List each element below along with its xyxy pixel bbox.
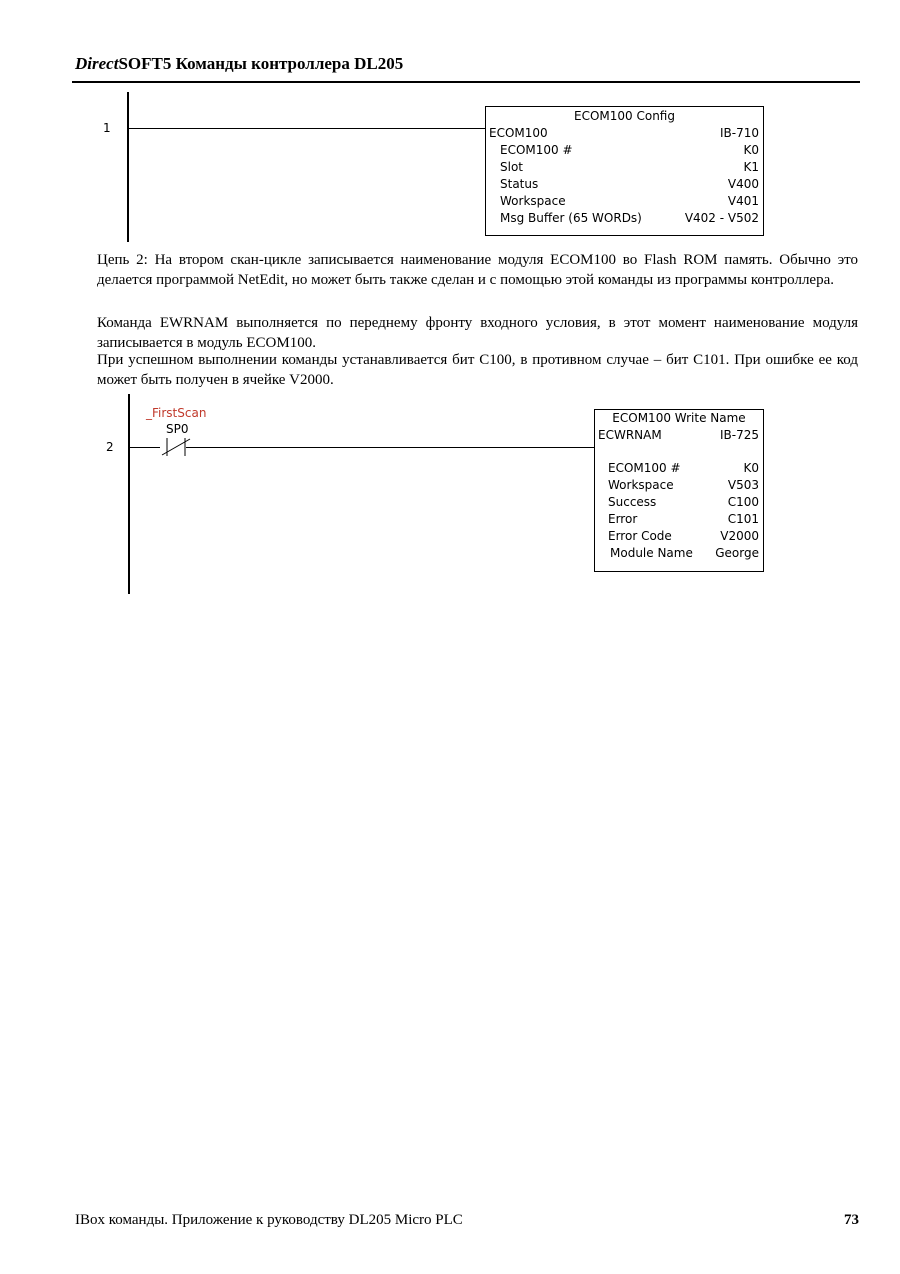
param-label: ECOM100 # [500, 143, 573, 157]
param-value: K0 [743, 461, 759, 475]
rung1-number: 1 [103, 121, 111, 135]
param-label: Slot [500, 160, 523, 174]
contact-address: SP0 [166, 422, 189, 436]
param-label: Msg Buffer (65 WORDs) [500, 211, 642, 225]
param-value: K0 [743, 143, 759, 157]
ecom100-config-box [485, 106, 764, 236]
rung2-wire-left [130, 447, 160, 448]
paragraph-rung2-description: Цепь 2: На втором скан-цикле записывается наименование модуля ECOM100 во Flash ROM память. Обычно это делается программой NetEdit, но может быть также сделан и с помощью этой команды из программы контроллера. [97, 252, 858, 288]
ecom100-config-name: ECOM100 [489, 126, 548, 140]
ecom100-config-title: ECOM100 Config [574, 109, 675, 123]
footer-text: IBox команды. Приложение к руководству DL205 Micro PLC [75, 1212, 463, 1228]
param-label: Status [500, 177, 539, 191]
param-value: V2000 [720, 529, 759, 543]
ecom100-write-name-title: ECOM100 Write Name [612, 411, 746, 425]
param-value: K1 [743, 160, 759, 174]
param-label: Module Name [610, 546, 693, 560]
page-number: 73 [844, 1212, 859, 1228]
param-value: V401 [727, 194, 759, 208]
param-label: Success [608, 495, 657, 509]
param-label: Workspace [500, 194, 566, 208]
param-label: Error Code [608, 529, 672, 543]
rung2-number: 2 [106, 440, 114, 454]
paragraph-success-error-bits: При успешном выполнении команды устанавливается бит C100, в противном случае – бит C101. При ошибке ее код может быть получен в ячейке V2000. [97, 352, 858, 388]
param-value: V402 - V502 [684, 211, 759, 225]
param-value: V400 [727, 177, 759, 191]
paragraph-ewrnam-execution: Команда EWRNAM выполняется по переднему фронту входного условия, в этот момент наименование модуля записывается в модуль ECOM100. [97, 315, 858, 351]
ecom100-write-name-mnemonic: ECWRNAM [598, 428, 662, 442]
rung1-wire [129, 128, 486, 129]
ecom100-write-name-code: IB-725 [719, 428, 759, 442]
param-value: C101 [727, 512, 759, 526]
ecom100-config-code: IB-710 [719, 126, 759, 140]
contact-nickname: _FirstScan [146, 406, 207, 420]
rung2-power-rail [128, 394, 130, 594]
param-value: George [715, 546, 759, 560]
rung1-power-rail [127, 92, 129, 242]
param-label: Workspace [608, 478, 674, 492]
header-rule [72, 81, 860, 83]
page-header-title [75, 54, 403, 74]
rung2-wire-right [186, 447, 594, 448]
param-label: Error [608, 512, 638, 526]
ecom100-write-name-box [594, 409, 764, 572]
header-title-italic: Direct [75, 54, 119, 73]
param-label: ECOM100 # [608, 461, 681, 475]
param-value: C100 [727, 495, 759, 509]
param-value: V503 [727, 478, 759, 492]
header-title-rest: SOFT5 Команды контроллера DL205 [118, 54, 404, 73]
